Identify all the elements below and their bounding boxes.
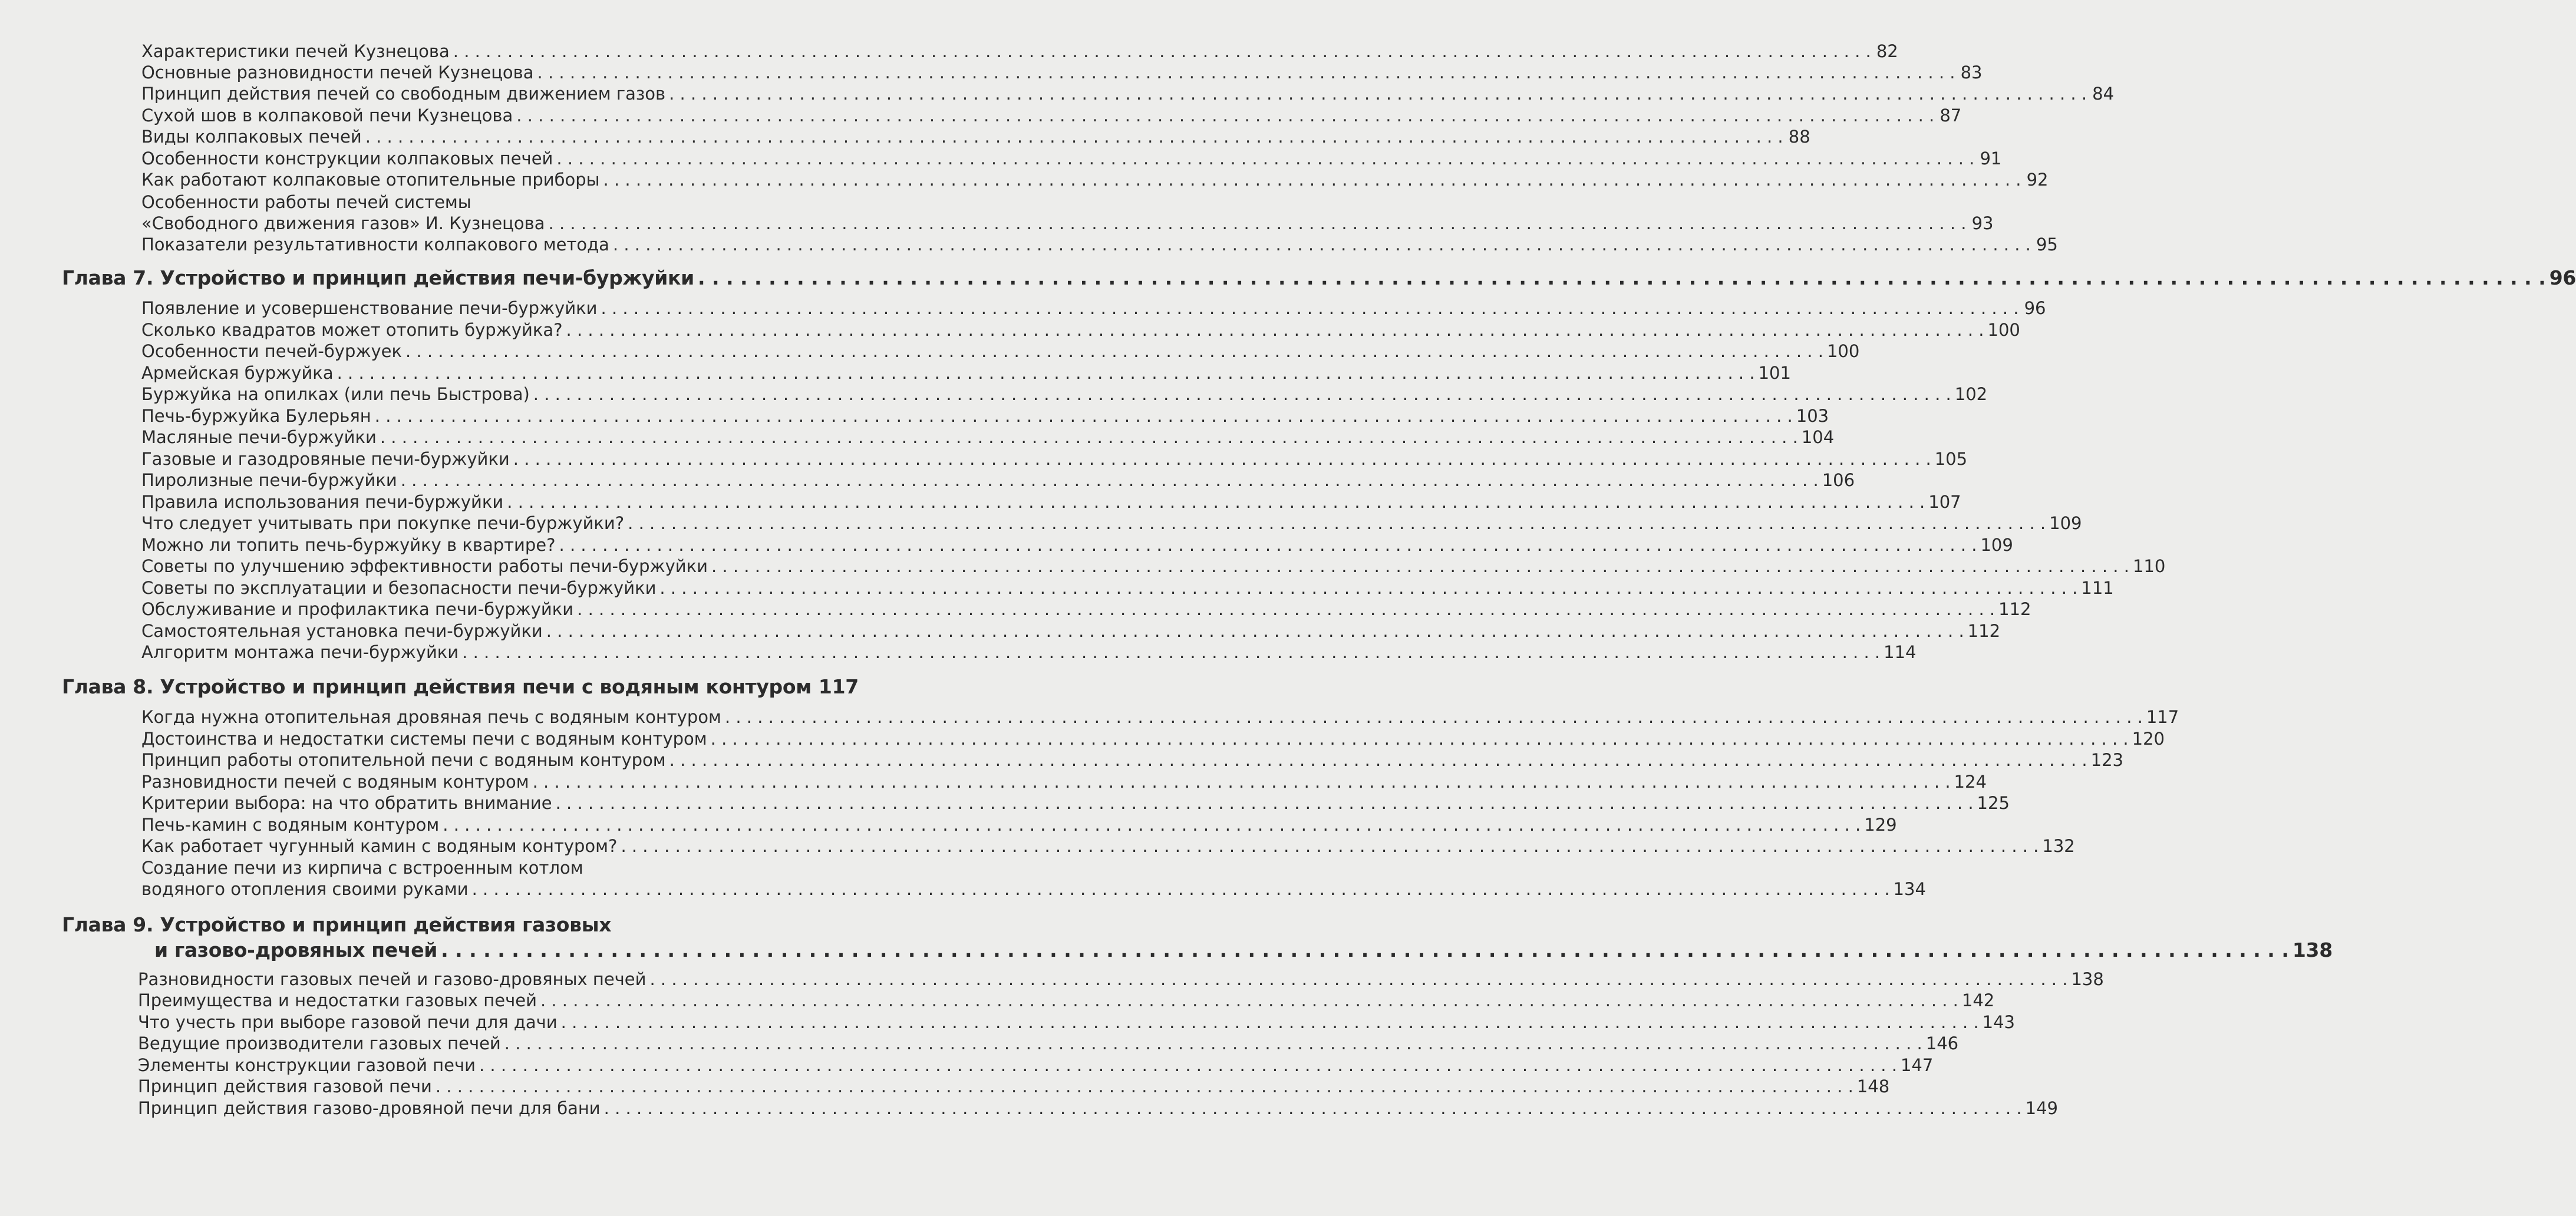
entry-title: Когда нужна отопительная дровяная печь с водяным контуром	[141, 707, 721, 727]
entry-page: 143	[1982, 1012, 2015, 1032]
toc-entry	[141, 427, 1835, 448]
dot-leader	[556, 148, 1974, 168]
entry-title: Что учесть при выборе газовой печи для дачи	[138, 1012, 558, 1032]
toc-entry	[141, 793, 2010, 814]
dot-leader	[669, 750, 2087, 770]
chapter-page: 117	[818, 675, 859, 698]
dot-leader	[401, 470, 1819, 490]
toc-entry	[141, 621, 2001, 642]
entry-title: Критерии выбора: на что обратить внимание	[141, 793, 552, 813]
toc-entry	[141, 105, 1962, 127]
dot-leader	[613, 234, 2031, 255]
dot-leader	[577, 599, 1995, 619]
entry-title: Как работает чугунный камин с водяным контуром?	[141, 836, 618, 856]
toc-entry	[141, 148, 2002, 170]
dot-leader	[504, 1033, 1922, 1053]
toc-entry	[141, 127, 1810, 148]
toc-entry	[141, 41, 1898, 62]
entry-title: Что следует учитывать при покупке печи-буржуйки?	[141, 513, 625, 533]
entry-page: 110	[2132, 556, 2166, 576]
dot-leader	[621, 836, 2039, 856]
dot-leader	[711, 729, 2129, 749]
entry-title: Можно ли топить печь-буржуйку в квартире?	[141, 535, 556, 555]
dot-leader	[472, 879, 1890, 899]
entry-title: Преимущества и недостатки газовых печей	[138, 990, 537, 1010]
dot-leader	[604, 1098, 2022, 1118]
entry-page: 93	[1971, 213, 1994, 233]
dot-leader	[546, 621, 1964, 641]
entry-title: Армейская буржуйка	[141, 363, 334, 383]
dot-leader	[405, 341, 1823, 361]
entry-title: Принцип действия газовой печи	[138, 1076, 432, 1096]
toc-entry	[141, 879, 1926, 900]
dot-leader	[650, 969, 2068, 989]
dot-leader	[507, 492, 1925, 512]
dot-leader	[513, 449, 1931, 469]
dot-leader	[559, 535, 1977, 555]
toc-entry	[141, 535, 2013, 556]
entry-title: Показатели результативности колпакового метода	[141, 234, 609, 255]
toc-entry	[141, 384, 1988, 405]
toc-entry	[138, 1033, 1959, 1055]
entry-page: 112	[1998, 599, 2031, 619]
dot-leader	[556, 793, 1974, 813]
dot-leader	[601, 298, 2019, 318]
entry-title: Ведущие производители газовых печей	[138, 1033, 501, 1053]
toc-entry	[141, 363, 1791, 384]
chapter-heading	[62, 675, 859, 700]
dot-leader	[659, 578, 2077, 598]
entry-page: 120	[2132, 729, 2165, 749]
entry-title: Сколько квадратов может отопить буржуйка?	[141, 320, 563, 340]
dot-leader	[533, 772, 1951, 792]
dot-leader	[462, 642, 1880, 662]
entry-page: 142	[1961, 990, 1995, 1010]
chapter-heading	[154, 939, 2333, 963]
toc-entry	[138, 969, 2104, 990]
entry-page: 109	[2049, 513, 2082, 533]
dot-leader	[380, 427, 1798, 447]
entry-title: Основные разновидности печей Кузнецова	[141, 62, 534, 82]
entry-page: 100	[1987, 320, 2020, 340]
toc-entry	[141, 642, 1917, 663]
entry-page: 129	[1864, 815, 1897, 835]
entry-page: 82	[1876, 41, 1898, 61]
dot-leader	[537, 62, 1955, 82]
entry-page: 105	[1934, 449, 1968, 469]
toc-entry	[138, 1055, 1934, 1076]
dot-leader	[533, 384, 1951, 404]
entry-page: 146	[1925, 1033, 1959, 1053]
entry-page: 100	[1826, 341, 1860, 361]
entry-title: Разновидности печей с водяным контуром	[141, 772, 529, 792]
entry-title: Виды колпаковых печей	[141, 127, 362, 147]
toc-entry	[141, 729, 2165, 750]
entry-page: 102	[1954, 384, 1988, 404]
entry-title: «Свободного движения газов» И. Кузнецова	[141, 213, 545, 233]
dot-leader	[436, 1076, 1853, 1096]
toc-entry	[141, 492, 1961, 513]
entry-title: Печь-буржуйка Булерьян	[141, 406, 371, 426]
entry-page: 91	[1980, 148, 2002, 168]
dot-leader	[479, 1055, 1897, 1075]
entry-title: Сухой шов в колпаковой печи Кузнецова	[141, 105, 513, 125]
entry-title: Особенности печей-буржуек	[141, 341, 402, 361]
entry-title: Характеристики печей Кузнецова	[141, 41, 450, 61]
dot-leader	[561, 1012, 1979, 1032]
chapter-title-line1: Глава 9. Устройство и принцип действия газовых	[62, 913, 612, 936]
toc-entry	[141, 772, 1987, 793]
entry-page: 148	[1856, 1076, 1890, 1096]
chapter-title: Глава 8. Устройство и принцип действия печи с водяным контуром	[62, 675, 812, 698]
dot-leader	[603, 170, 2021, 190]
dot-leader	[725, 707, 2143, 727]
toc-entry	[141, 578, 2114, 599]
entry-page: 95	[2036, 234, 2058, 255]
toc-entry	[141, 320, 2020, 341]
toc-entry	[141, 707, 2179, 728]
entry-page: 123	[2090, 750, 2123, 770]
entry-title: Как работают колпаковые отопительные приборы	[141, 170, 600, 190]
entry-title: Достоинства и недостатки системы печи с водяным контуром	[141, 729, 707, 749]
entry-page: 125	[1977, 793, 2010, 813]
entry-page: 83	[1960, 62, 1983, 82]
entry-page: 92	[2026, 170, 2049, 190]
chapter-page: 96	[2549, 266, 2576, 289]
entry-title: Особенности конструкции колпаковых печей	[141, 148, 553, 168]
entry-title: Советы по эксплуатации и безопасности печи-буржуйки	[141, 578, 657, 598]
entry-title: Буржуйка на опилках (или печь Быстрова)	[141, 384, 530, 404]
entry-page: 111	[2081, 578, 2114, 598]
entry-page: 112	[1967, 621, 2001, 641]
toc-entry	[141, 298, 2046, 319]
entry-page: 114	[1884, 642, 1917, 662]
toc-entry	[141, 836, 2075, 857]
toc-entry	[138, 1098, 2058, 1119]
entry-title: Принцип действия печей со свободным движением газов	[141, 84, 666, 104]
entry-page: 88	[1788, 127, 1810, 147]
toc-entry	[141, 750, 2123, 771]
entry-page: 103	[1796, 406, 1829, 426]
dot-leader	[628, 513, 2046, 533]
entry-title: Самостоятельная установка печи-буржуйки	[141, 621, 543, 641]
chapter-page: 138	[2292, 939, 2333, 961]
entry-title: Разновидности газовых печей и газово-дровяных печей	[138, 969, 647, 989]
toc-entry	[141, 470, 1855, 491]
dot-leader	[669, 84, 2087, 104]
dot-leader	[453, 41, 1871, 61]
dot-leader	[337, 363, 1755, 383]
entry-page: 149	[2025, 1098, 2058, 1118]
entry-title: Появление и усовершенствование печи-буржуйки	[141, 298, 598, 318]
toc-entry	[141, 815, 1897, 836]
toc-entry	[138, 1012, 2015, 1033]
entry-page: 147	[1900, 1055, 1934, 1075]
entry-title: Газовые и газодровяные печи-буржуйки	[141, 449, 510, 469]
entry-page: 132	[2042, 836, 2075, 856]
toc-entry	[141, 599, 2031, 620]
dot-leader	[711, 556, 2129, 576]
entry-title-line1: Особенности работы печей системы	[141, 192, 471, 212]
dot-leader	[549, 213, 1967, 233]
dot-leader	[540, 990, 1958, 1010]
entry-title: Масляные печи-буржуйки	[141, 427, 377, 447]
entry-page: 106	[1822, 470, 1855, 490]
entry-title: Алгоритм монтажа печи-буржуйки	[141, 642, 459, 662]
entry-page: 124	[1954, 772, 1987, 792]
toc-entry	[141, 513, 2082, 534]
entry-page: 87	[1940, 105, 1962, 125]
chapter-heading	[62, 266, 2576, 291]
entry-page: 101	[1758, 363, 1791, 383]
dot-leader	[443, 815, 1861, 835]
entry-title: Принцип действия газово-дровяной печи для бани	[138, 1098, 601, 1118]
dot-leader	[566, 320, 1984, 340]
entry-page: 138	[2071, 969, 2104, 989]
entry-page: 134	[1893, 879, 1926, 899]
entry-title: Пиролизные печи-буржуйки	[141, 470, 397, 490]
toc-entry	[138, 990, 1995, 1012]
dot-leader	[516, 105, 1934, 125]
entry-page: 84	[2092, 84, 2115, 104]
toc-entry	[141, 341, 1860, 362]
toc-entry	[141, 62, 1983, 84]
entry-page: 96	[2024, 298, 2046, 318]
dot-leader	[441, 939, 2289, 961]
dot-leader	[375, 406, 1793, 426]
entry-title: Советы по улучшению эффективности работы печи-буржуйки	[141, 556, 708, 576]
toc-entry	[141, 449, 1968, 470]
toc-entry	[141, 556, 2166, 577]
dot-leader	[698, 266, 2546, 289]
entry-page: 104	[1801, 427, 1835, 447]
entry-page: 107	[1928, 492, 1961, 512]
entry-title: Принцип работы отопительной печи с водяным контуром	[141, 750, 666, 770]
toc-entry	[141, 170, 2049, 191]
entry-title: Печь-камин с водяным контуром	[141, 815, 440, 835]
entry-page: 117	[2146, 707, 2179, 727]
entry-page: 109	[1980, 535, 2013, 555]
entry-title: Элементы конструкции газовой печи	[138, 1055, 476, 1075]
chapter-title: и газово-дровяных печей	[154, 939, 438, 961]
entry-title: Обслуживание и профилактика печи-буржуйки	[141, 599, 574, 619]
entry-title: Правила использования печи-буржуйки	[141, 492, 504, 512]
toc-entry	[138, 1076, 1890, 1098]
entry-title: водяного отопления своими руками	[141, 879, 469, 899]
toc-entry	[141, 234, 2058, 256]
entry-title-line1: Создание печи из кирпича с встроенным котлом	[141, 858, 583, 878]
chapter-title: Глава 7. Устройство и принцип действия печи-буржуйки	[62, 266, 694, 289]
dot-leader	[365, 127, 1783, 147]
toc-entry	[141, 213, 1994, 234]
toc-entry	[141, 84, 2115, 105]
toc-entry	[141, 406, 1829, 427]
